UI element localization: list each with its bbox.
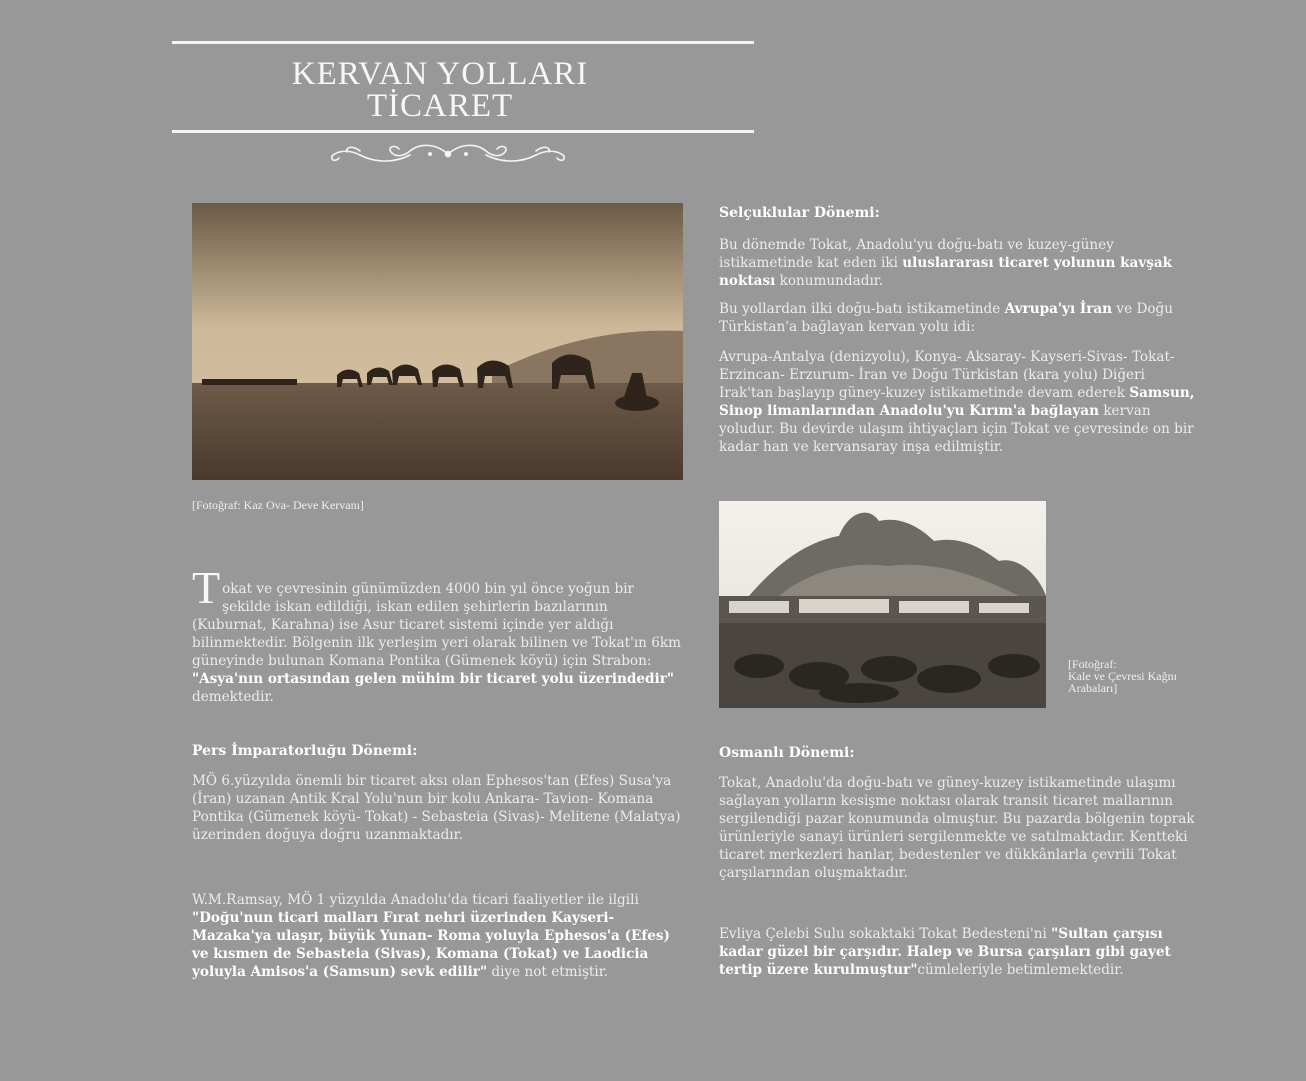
- pers-p2-text-2: diye not etmiştir.: [487, 964, 609, 980]
- caravan-photo-caption: [Fotoğraf: Kaz Ova- Deve Kervanı]: [192, 498, 364, 512]
- intro-text-2: demektedir.: [192, 689, 274, 705]
- selcuk-p2-text-2: ve Doğu Türkistan'a bağlayan kervan yolu idi:: [719, 301, 1173, 335]
- selcuk-p3-text-1: Avrupa-Antalya (denizyolu), Konya- Aksaray- Kayseri-Sivas- Tokat- Erzincan- Erzurum- İran ve Doğu Türkistan (kara yolu) Diğeri Irak'tan başlayıp güney-kuzey istikametinde devam ederek: [719, 349, 1175, 401]
- osmanli-p1b-text: Bu pazarda bölgenin toprak ürünleriyle sanayi ürünleri sergilenmekte ve satılmaktadır. Kentteki ticaret merkezleri hanlar, bedestenler ve dükkânlarla çevrili Tokat çarşılarından oluşmaktadır.: [719, 811, 1195, 881]
- castle-caption-line-3: Arabaları]: [1068, 681, 1118, 695]
- selcuk-paragraph-3: [719, 348, 1199, 456]
- osmanli-heading: Osmanlı Dönemi:: [719, 745, 855, 761]
- selcuk-p1-emphasis: uluslararası ticaret yolunun kavşak noktası: [719, 255, 1173, 289]
- selcuk-p3-emphasis: Samsun, Sinop limanlarından Anadolu'yu Kırım'a bağlayan: [719, 385, 1195, 419]
- osmanli-paragraph-2: [719, 925, 1199, 979]
- castle-market-icon: [719, 501, 1046, 708]
- selcuk-p2-text-1: Bu yollardan ilki doğu-batı istikametinde: [719, 301, 1005, 317]
- pers-paragraph-2: [192, 891, 682, 981]
- selcuk-paragraph-1: [719, 236, 1199, 290]
- selcuk-heading: Selçuklular Dönemi:: [719, 205, 880, 221]
- castle-photo: [719, 501, 1046, 708]
- osmanli-p1-text: Tokat, Anadolu'da doğu-batı ve güney-kuzey istikametinde ulaşımı sağlayan yolların kesişme noktası olarak transit ticaret mallarının sergilendiği pazar konumunda olmuştur.: [719, 775, 1176, 827]
- selcuk-p2-emphasis: Avrupa'yı İran: [1004, 301, 1113, 317]
- title-rule-bottom: [172, 130, 754, 133]
- castle-caption-line-1: [Fotoğraf:: [1068, 657, 1117, 671]
- pers-p2-quote: "Doğu'nun ticari malları Fırat nehri üzerinden Kayseri- Mazaka'ya ulaşır, büyük Yunan- Roma yoluyla Ephesos'a (Efes) ve kısmen de Sebasteia (Sivas), Komana (Tokat) ve Laodicia yoluyla Amisos'a (Samsun) sevk edilir": [192, 910, 670, 980]
- intro-dropcap: T: [192, 562, 221, 613]
- title-line-2: TİCARET: [366, 88, 514, 124]
- osmanli-p2-text-2: cümleleriyle betimlemektedir.: [917, 962, 1124, 978]
- title-rule-top: [172, 41, 754, 44]
- title-line-1: KERVAN YOLLARI: [291, 56, 589, 92]
- selcuk-paragraph-2: [719, 300, 1199, 336]
- caravan-photo: [192, 203, 683, 480]
- osmanli-p2-quote: "Sultan çarşısı kadar güzel bir çarşıdır. Halep ve Bursa çarşıları gibi gayet tertip üzere kurulmuştur": [719, 926, 1171, 978]
- intro-quote: "Asya'nın ortasından gelen mühim bir ticaret yolu üzerindedir": [192, 671, 674, 687]
- castle-caption-line-2: Kale ve Çevresi Kağnı: [1068, 669, 1177, 683]
- selcuk-p3-text-2: kervan yoludur. Bu devirde ulaşım ihtiyaçları için Tokat ve çevresinde on bir kadar han ve kervansaray inşa edilmiştir.: [719, 403, 1194, 455]
- intro-paragraph: [192, 562, 682, 706]
- page-title: [172, 58, 708, 122]
- pers-paragraph-1: MÖ 6.yüzyılda önemli bir ticaret aksı olan Ephesos'tan (Efes) Susa'ya (İran) uzanan Antik Kral Yolu'nun bir kolu Ankara- Tavion- Komana Pontika (Gümenek köyü- Tokat) - Sebasteia (Sivas)- Melitene (Malatya) üzerinden doğuya doğru uzanmaktadır.: [192, 773, 681, 843]
- osmanli-paragraph-1: [719, 774, 1219, 882]
- selcuk-p1-text-1: Bu dönemde Tokat, Anadolu'yu doğu-batı ve kuzey-güney istikametinde kat eden iki: [719, 237, 1114, 271]
- selcuk-p1-text-2: konumundadır.: [775, 273, 884, 289]
- castle-photo-caption: [1068, 658, 1228, 694]
- camel-caravan-icon: [192, 203, 683, 480]
- scroll-ornament-icon: [325, 141, 571, 167]
- intro-text-1: okat ve çevresinin günümüzden 4000 bin yıl önce yoğun bir şekilde iskan edildiği, iskan edilen şehirlerin bazılarının (Kuburnat, Karahna) ise Asur ticaret sistemi içinde yer aldığı bilinmektedir. Bölgenin ilk yerleşim yeri olarak bilinen ve Tokat'ın 6km güneyinde bulunan Komana Pontika (Gümenek köyü) için Strabon:: [192, 581, 682, 669]
- osmanli-p2-text-1: Evliya Çelebi Sulu sokaktaki Tokat Bedesteni'ni: [719, 926, 1052, 942]
- pers-p2-text-1: W.M.Ramsay, MÖ 1 yüzyılda Anadolu'da ticari faaliyetler ile ilgili: [192, 892, 639, 908]
- pers-heading: Pers İmparatorluğu Dönemi:: [192, 743, 418, 759]
